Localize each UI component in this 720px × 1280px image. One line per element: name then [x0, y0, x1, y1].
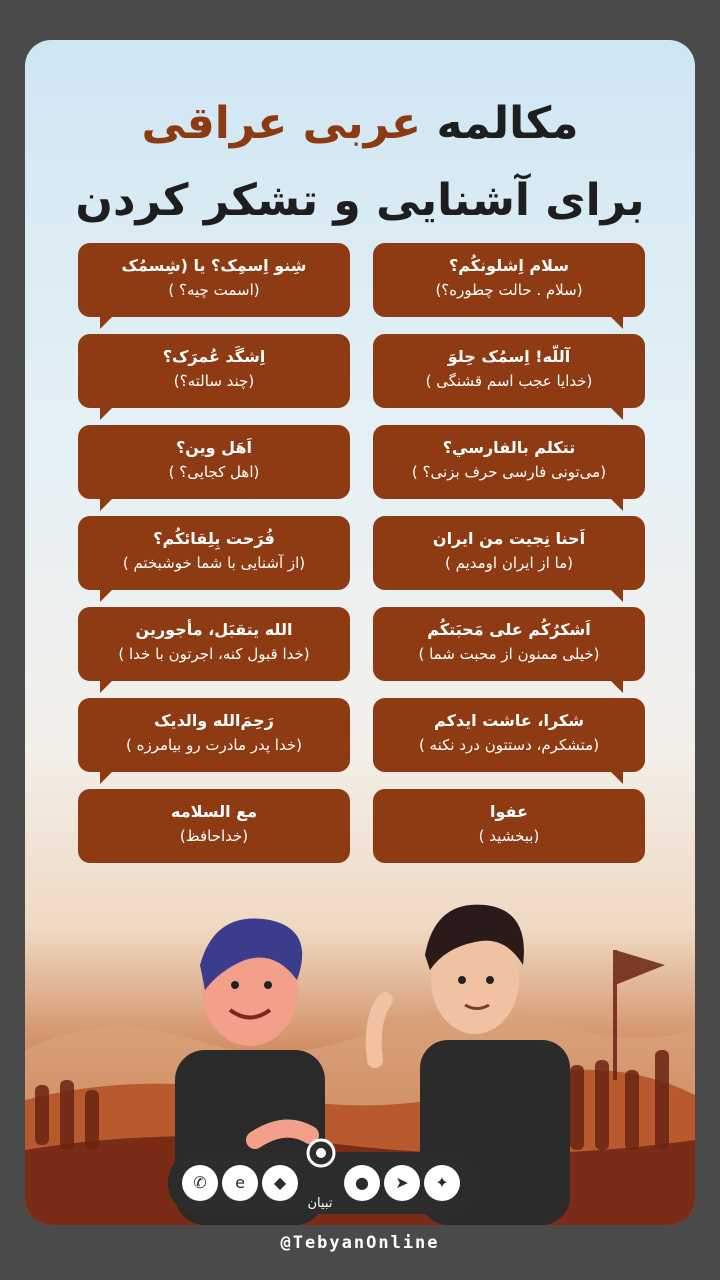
phrase-persian: (سلام . حالت چطوره؟) [435, 281, 583, 299]
title-prefix: مکالمه [436, 98, 579, 149]
phrase-arabic: اَحنا نِجیت من ایران [432, 529, 586, 548]
phrase-bubble [373, 516, 645, 590]
title-line-2: برای آشنایی و تشکر کردن [75, 175, 645, 226]
phrase-arabic: سلام اِشلونکُم؟ [448, 256, 570, 275]
phrase-arabic: رَحِمَ‌الله والدیک [154, 711, 274, 730]
phrase-arabic: عفوا [490, 802, 528, 821]
phrase-arabic: مع السلامه [171, 802, 257, 821]
phrase-persian: (متشکرم، دستتون درد نکنه ) [418, 736, 600, 754]
phrase-persian: (ببخشید ) [478, 827, 540, 845]
tebyan-logo-icon [306, 1138, 336, 1168]
phrase-arabic: تتکلم بالفارسي؟ [442, 438, 576, 457]
phrase-arabic: اَهَل وین؟ [175, 438, 253, 457]
phrase-persian: (خدایا عجب اسم قشنگی ) [425, 372, 593, 390]
title-line-1 [25, 98, 695, 149]
social-handle[interactable]: @TebyanOnline [280, 1233, 440, 1253]
phrase-bubble [78, 789, 350, 863]
phrase-persian: (خدا پدر مادرت رو بیامرزه ) [126, 736, 302, 754]
phrase-bubble [78, 425, 350, 499]
eitaa-icon[interactable]: e [222, 1165, 258, 1201]
phrase-arabic: الله یتقبَل، مأجورین [135, 620, 293, 639]
phrase-arabic: شِنو اِسمِک؟ یا (شِسمُک [121, 256, 307, 275]
phrase-arabic: آللّه! اِسمُک حِلوَ [447, 347, 571, 366]
phrase-bubble [373, 789, 645, 863]
phrase-arabic: فُرَحت بِلِقائکُم؟ [153, 529, 275, 548]
phrase-persian: (چند سالته؟) [173, 372, 255, 390]
phrase-bubble [78, 698, 350, 772]
phrase-bubble [78, 243, 350, 317]
telegram-icon[interactable]: ➤ [384, 1165, 420, 1201]
rubika-icon[interactable]: ◆ [262, 1165, 298, 1201]
phrase-persian: (اهل کجایی؟ ) [168, 463, 260, 481]
phrase-persian: (از آشنایی با شما خوشبختم ) [122, 554, 306, 572]
twitter-icon[interactable]: ✦ [424, 1165, 460, 1201]
phrase-arabic: اَشکرُکُم علی مَحبَتکُم [427, 620, 591, 639]
phrase-arabic: اِشگَد عُمرَک؟ [162, 347, 266, 366]
phrase-bubble [373, 334, 645, 408]
phrase-bubble [373, 425, 645, 499]
phrase-persian: (می‌تونی فارسی حرف بزنی؟ ) [411, 463, 607, 481]
phrase-persian: (خداحافظ) [179, 827, 249, 845]
phrase-persian: (ما از ایران اومدیم ) [444, 554, 574, 572]
phrase-bubble [373, 607, 645, 681]
phrase-bubble [373, 698, 645, 772]
whatsapp-icon[interactable]: ✆ [182, 1165, 218, 1201]
phrase-bubble [78, 607, 350, 681]
phrase-persian: (خدا قبول کنه، اجرتون با خدا ) [118, 645, 310, 663]
title-accent: عربی عراقی [141, 98, 422, 149]
infographic-card [25, 40, 695, 1225]
brand-name: تبیان [307, 1196, 333, 1211]
phrase-persian: (خیلی ممنون از محبت شما ) [418, 645, 600, 663]
bale-icon[interactable]: ● [344, 1165, 380, 1201]
phrase-arabic: شکرا، عاشت ایدکم [434, 711, 584, 730]
phrase-bubble [373, 243, 645, 317]
phrase-bubble [78, 516, 350, 590]
phrase-bubble [78, 334, 350, 408]
phrase-persian: (اسمت چیه؟ ) [168, 281, 260, 299]
